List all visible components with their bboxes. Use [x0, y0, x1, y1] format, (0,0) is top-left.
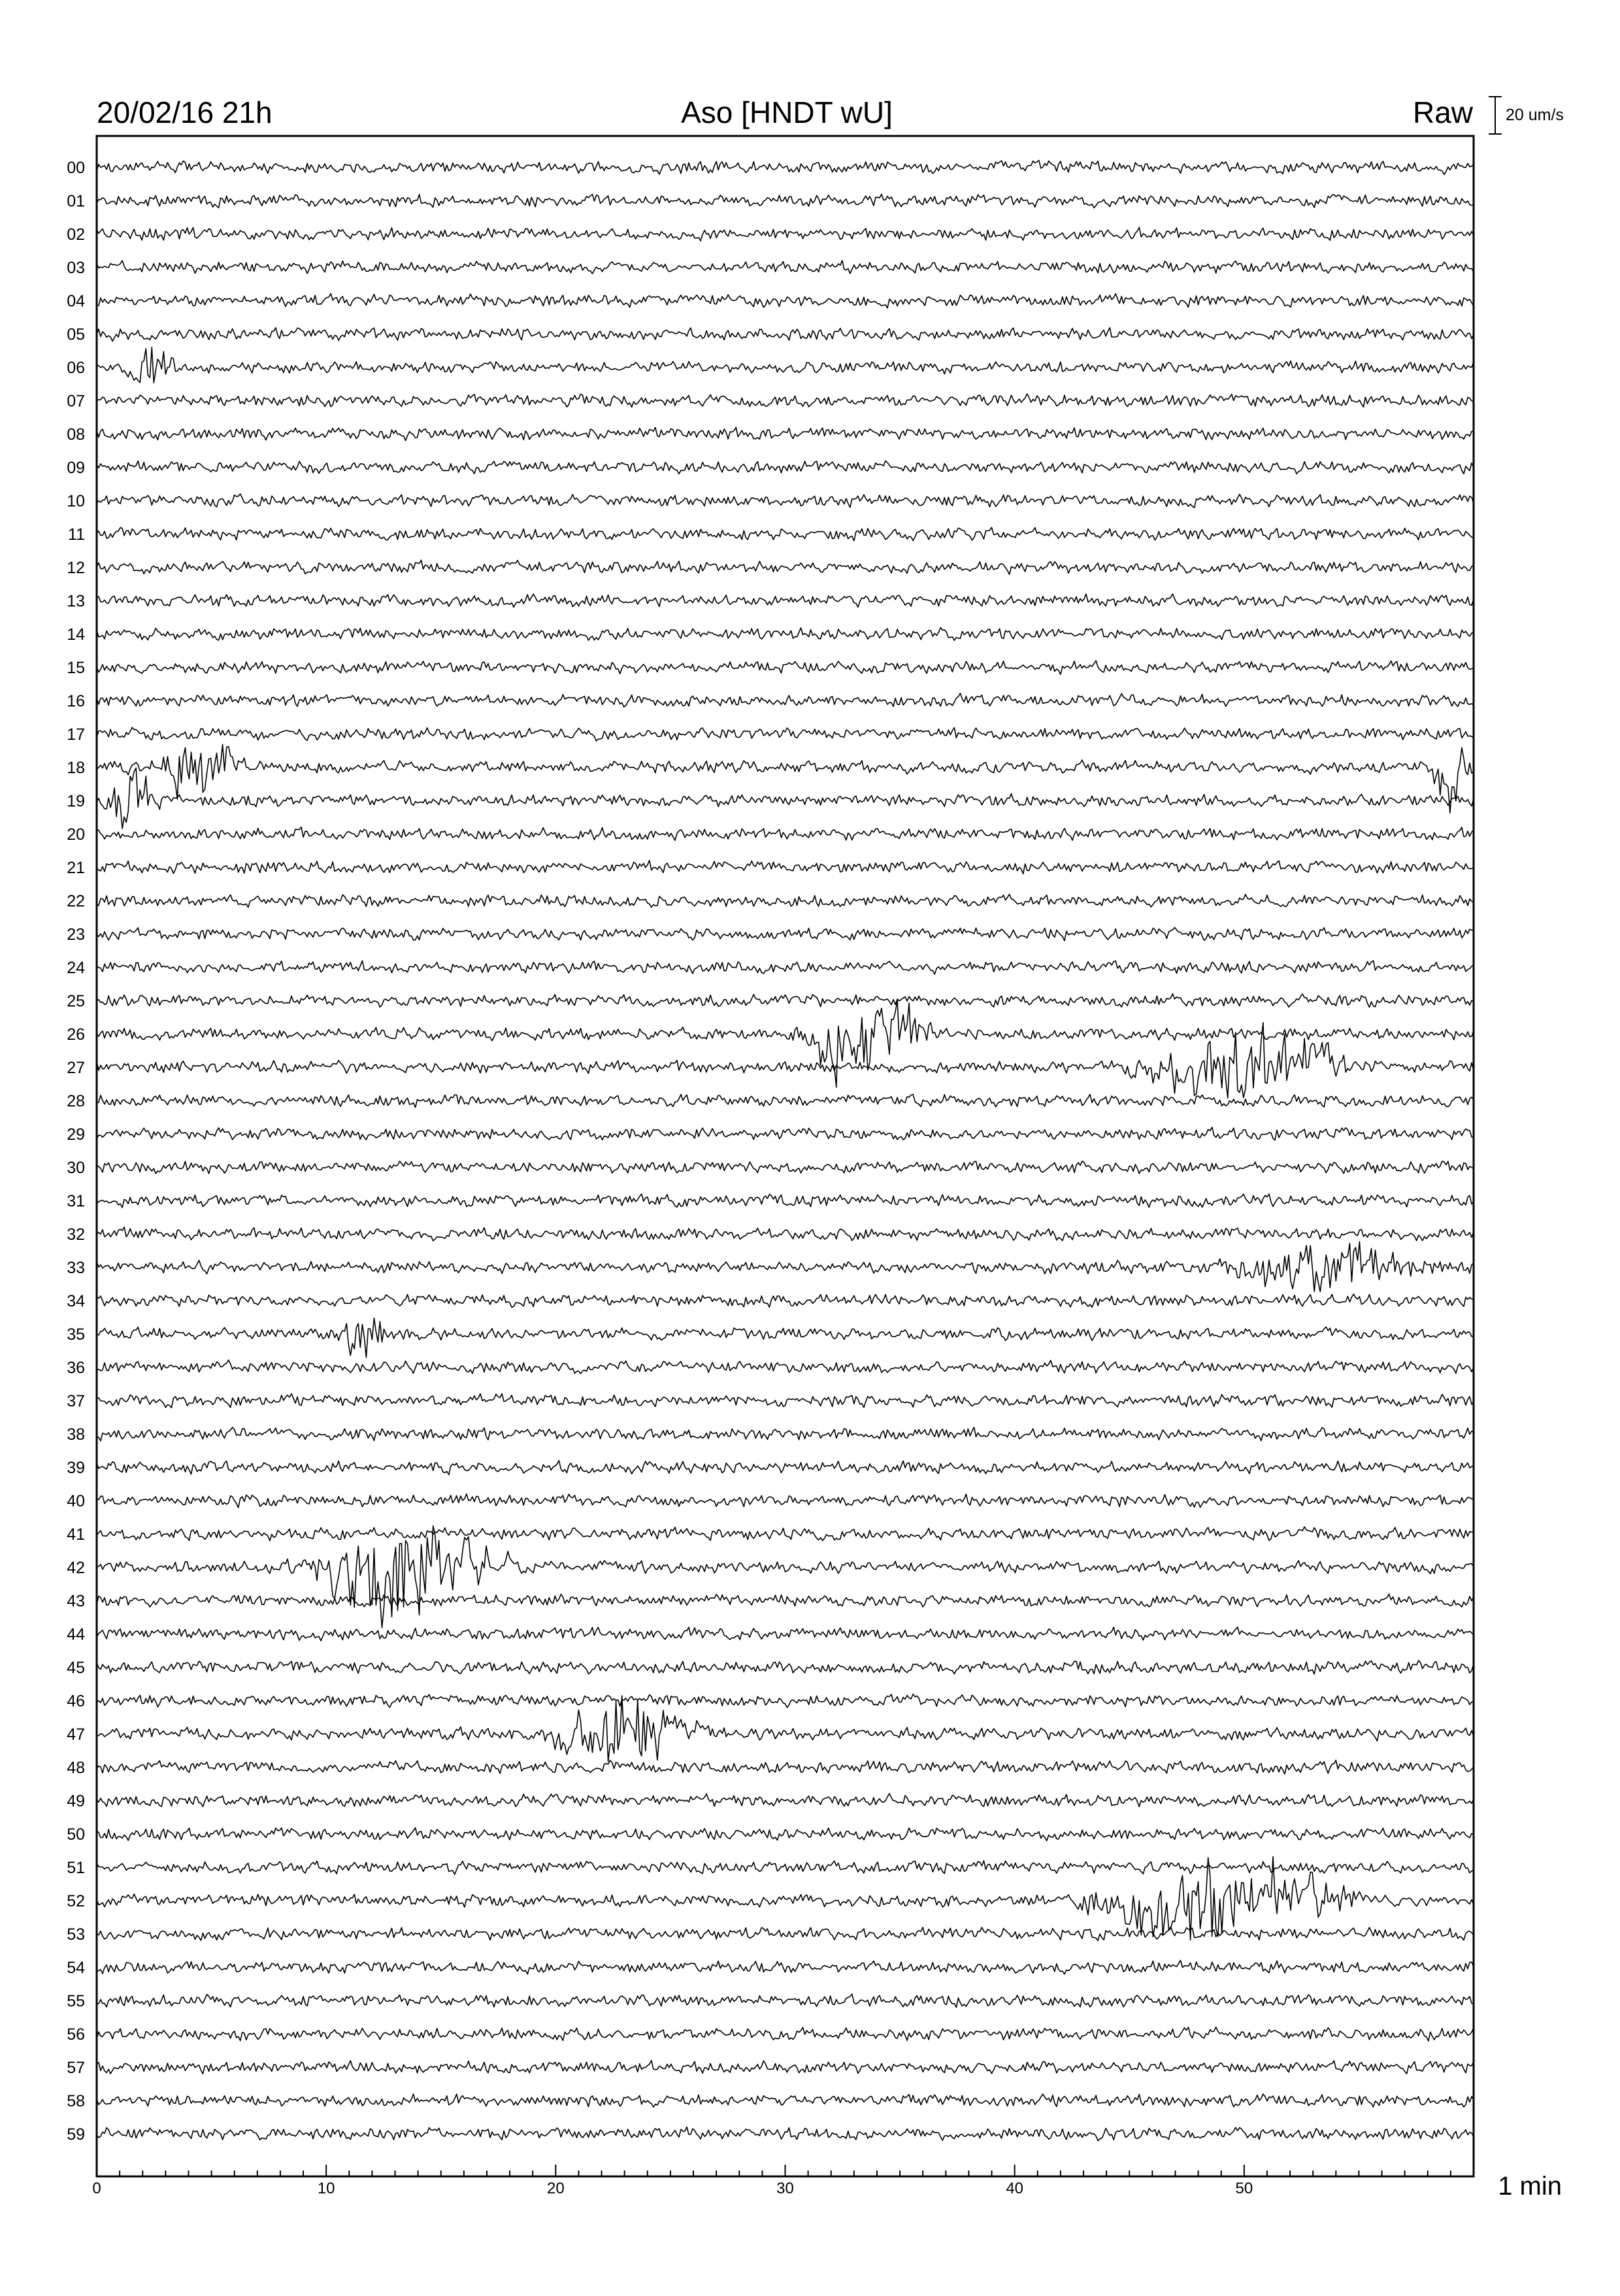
trace-row-02: [97, 227, 1474, 241]
row-label: 10: [67, 492, 85, 510]
trace-row-39: [97, 1461, 1474, 1475]
trace-row-16: [97, 693, 1474, 707]
trace-row-37: [97, 1393, 1474, 1408]
row-label: 56: [67, 2025, 85, 2044]
trace-row-14: [97, 627, 1474, 641]
row-label: 48: [67, 1759, 85, 1777]
trace-row-00: [97, 160, 1474, 175]
row-label: 47: [67, 1725, 85, 1744]
row-label: 57: [67, 2059, 85, 2077]
trace-row-35: [97, 1318, 1474, 1357]
trace-row-40: [97, 1494, 1474, 1508]
trace-row-59: [97, 2127, 1474, 2140]
row-label: 52: [67, 1892, 85, 1910]
row-label: 34: [67, 1292, 85, 1310]
trace-row-33: [97, 1242, 1474, 1292]
row-label: 04: [67, 292, 85, 310]
row-label: 21: [67, 859, 85, 877]
trace-row-22: [97, 894, 1474, 907]
trace-row-53: [97, 1927, 1474, 1940]
row-label: 26: [67, 1025, 85, 1044]
scale-bar-label: 20 um/s: [1506, 106, 1564, 124]
trace-row-09: [97, 461, 1474, 474]
x-tick-label: 0: [92, 2180, 101, 2197]
trace-row-43: [97, 1594, 1474, 1607]
row-label: 07: [67, 392, 85, 410]
trace-row-20: [97, 827, 1474, 840]
trace-row-07: [97, 394, 1474, 407]
row-label: 43: [67, 1592, 85, 1610]
row-label: 39: [67, 1459, 85, 1477]
row-label: 23: [67, 925, 85, 944]
trace-row-05: [97, 327, 1474, 341]
trace-row-25: [97, 994, 1474, 1008]
row-label: 22: [67, 892, 85, 910]
row-label: 17: [67, 725, 85, 744]
trace-row-08: [97, 427, 1474, 441]
trace-row-17: [97, 727, 1474, 741]
row-label: 18: [67, 759, 85, 777]
row-label: 25: [67, 992, 85, 1010]
row-label: 49: [67, 1792, 85, 1810]
row-label: 44: [67, 1625, 85, 1644]
row-label: 05: [67, 325, 85, 344]
trace-row-54: [97, 1960, 1474, 1974]
trace-row-48: [97, 1760, 1474, 1774]
trace-row-30: [97, 1161, 1474, 1174]
row-label: 55: [67, 1992, 85, 2010]
trace-row-15: [97, 661, 1474, 674]
row-label: 33: [67, 1259, 85, 1277]
trace-row-49: [97, 1793, 1474, 1806]
trace-row-24: [97, 961, 1474, 974]
trace-row-26: [97, 1000, 1474, 1087]
trace-row-47: [97, 1696, 1474, 1762]
row-label: 20: [67, 825, 85, 844]
row-label: 54: [67, 1959, 85, 1977]
x-axis-label: 1 min: [1498, 2172, 1562, 2201]
trace-row-23: [97, 927, 1474, 940]
row-label: 00: [67, 159, 85, 177]
trace-row-32: [97, 1227, 1474, 1241]
trace-row-34: [97, 1294, 1474, 1307]
row-label: 53: [67, 1925, 85, 1944]
trace-row-52: [97, 1857, 1474, 1940]
trace-row-29: [97, 1127, 1474, 1140]
row-label: 45: [67, 1659, 85, 1677]
row-label: 51: [67, 1859, 85, 1877]
row-label: 46: [67, 1692, 85, 1710]
row-label: 40: [67, 1492, 85, 1510]
x-tick-label: 50: [1235, 2180, 1253, 2197]
row-label: 06: [67, 359, 85, 377]
trace-row-28: [97, 1094, 1474, 1107]
datetime-label: 20/02/16 21h: [97, 95, 273, 129]
x-tick-label: 20: [546, 2180, 565, 2197]
trace-row-42: [97, 1526, 1474, 1628]
row-label: 37: [67, 1392, 85, 1410]
row-label: 30: [67, 1159, 85, 1177]
trace-row-19: [97, 768, 1474, 829]
trace-row-27: [97, 1023, 1474, 1099]
scale-bar: [1489, 97, 1564, 134]
trace-row-03: [97, 261, 1474, 274]
trace-row-51: [97, 1861, 1474, 1874]
row-label: 11: [68, 525, 85, 544]
row-label: 19: [67, 792, 85, 810]
row-label: 38: [67, 1425, 85, 1444]
row-label: 15: [67, 659, 85, 677]
trace-row-13: [97, 594, 1474, 607]
trace-row-50: [97, 1828, 1474, 1841]
row-label: 32: [67, 1225, 85, 1244]
x-tick-label: 10: [317, 2180, 335, 2197]
row-label: 13: [67, 592, 85, 610]
trace-row-38: [97, 1427, 1474, 1441]
row-label: 09: [67, 459, 85, 477]
row-label: 08: [67, 425, 85, 444]
row-label: 01: [67, 192, 85, 210]
trace-row-04: [97, 293, 1474, 308]
row-label: 14: [67, 625, 85, 644]
x-tick-label: 40: [1006, 2180, 1024, 2197]
trace-row-18: [97, 744, 1474, 813]
trace-row-45: [97, 1661, 1474, 1674]
trace-row-01: [97, 194, 1474, 208]
row-label: 50: [67, 1825, 85, 1844]
station-title: Aso [HNDT wU]: [681, 95, 893, 129]
row-label: 02: [67, 225, 85, 244]
x-tick-label: 30: [776, 2180, 794, 2197]
trace-row-12: [97, 560, 1474, 574]
trace-row-11: [97, 527, 1474, 541]
row-label: 31: [67, 1192, 85, 1210]
traces: [97, 160, 1474, 2140]
row-labels: [67, 159, 85, 2144]
trace-row-10: [97, 494, 1474, 508]
x-axis: [92, 2165, 1474, 2197]
row-label: 42: [67, 1559, 85, 1577]
trace-row-57: [97, 2061, 1474, 2074]
trace-row-46: [97, 1694, 1474, 1708]
row-label: 29: [67, 1125, 85, 1144]
row-label: 58: [67, 2092, 85, 2110]
row-label: 03: [67, 259, 85, 277]
mode-label: Raw: [1412, 95, 1473, 129]
trace-row-56: [97, 2027, 1474, 2041]
trace-row-06: [97, 347, 1474, 383]
row-label: 16: [67, 692, 85, 710]
row-label: 12: [67, 559, 85, 577]
trace-row-36: [97, 1360, 1474, 1374]
trace-row-58: [97, 2094, 1474, 2107]
row-label: 36: [67, 1359, 85, 1377]
row-label: 35: [67, 1325, 85, 1344]
row-label: 59: [67, 2125, 85, 2144]
row-label: 41: [67, 1525, 85, 1544]
row-label: 24: [67, 959, 85, 977]
trace-row-44: [97, 1627, 1474, 1641]
trace-row-21: [97, 860, 1474, 874]
trace-row-41: [97, 1527, 1474, 1540]
row-label: 27: [67, 1059, 85, 1077]
trace-row-31: [97, 1194, 1474, 1208]
row-label: 28: [67, 1092, 85, 1110]
trace-row-55: [97, 1994, 1474, 2007]
